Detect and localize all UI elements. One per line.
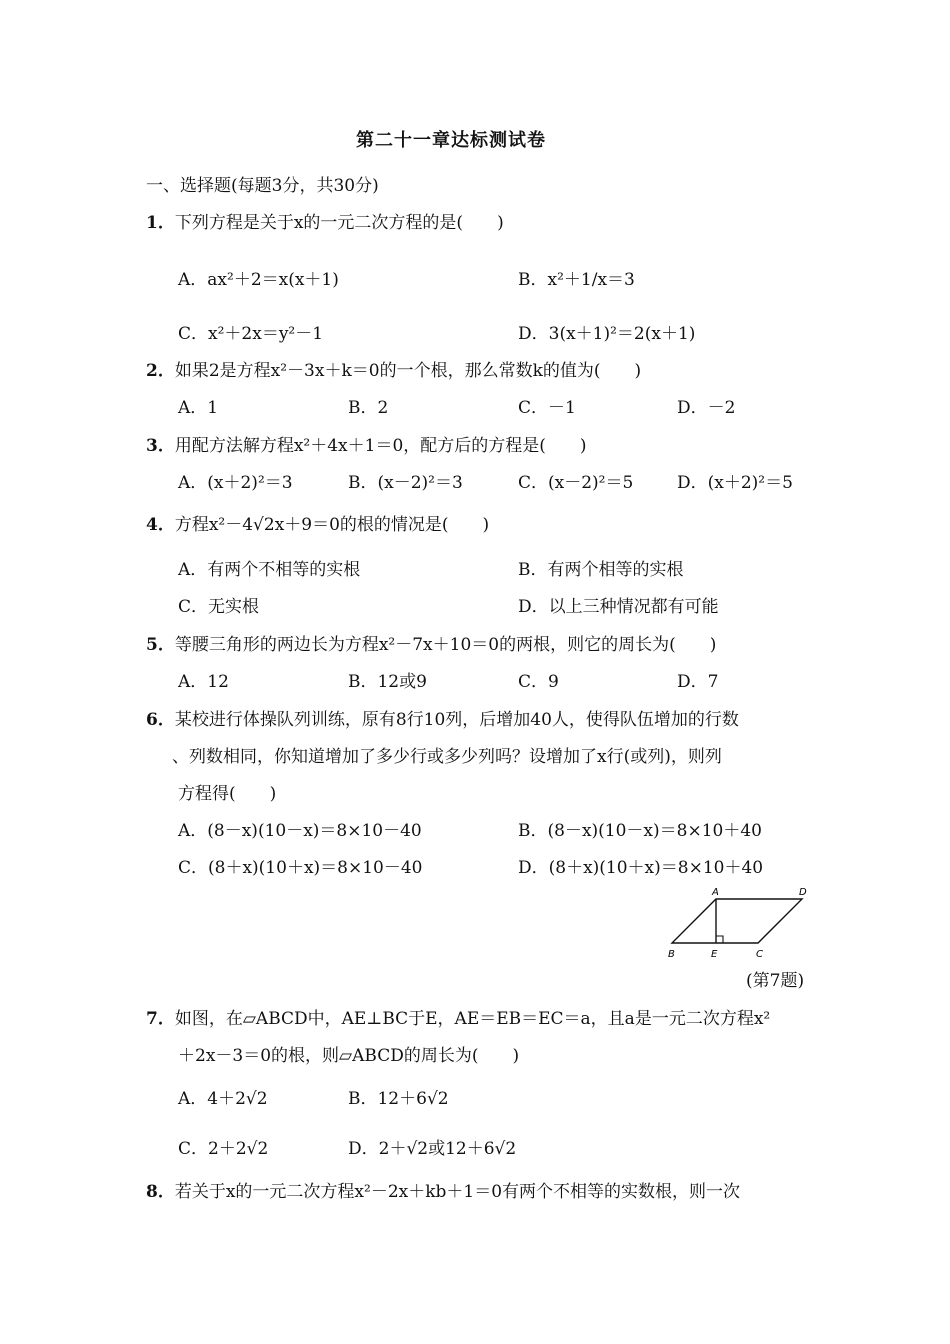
option-c: C．9 — [518, 672, 559, 692]
question-7 — [146, 1009, 770, 1029]
right-angle-mark — [716, 936, 723, 943]
option-b: B．2 — [348, 398, 389, 418]
question-6 — [146, 710, 739, 730]
question-stem: 下列方程是关于x的一元二次方程的是( ) — [174, 213, 504, 233]
question-number: 1． — [146, 213, 175, 233]
question-3 — [146, 436, 587, 456]
question-stem: 用配方法解方程x²＋4x＋1＝0，配方后的方程是( ) — [174, 436, 587, 456]
label-d: D — [799, 887, 807, 898]
option-d: D．7 — [677, 672, 719, 692]
page-title: 第二十一章达标测试卷 — [356, 130, 546, 151]
option-c: C．2＋2√2 — [178, 1139, 269, 1159]
question-stem: 若关于x的一元二次方程x²－2x＋kb＋1＝0有两个不相等的实数根，则一次 — [174, 1182, 741, 1202]
question-number: 8． — [146, 1182, 175, 1202]
question-5 — [146, 635, 716, 655]
option-a: A．1 — [178, 398, 219, 418]
option-a: A．(8－x)(10－x)＝8×10－40 — [178, 821, 422, 841]
question-number: 4． — [146, 515, 175, 535]
option-c: C．(x－2)²＝5 — [518, 473, 634, 493]
question-stem: 等腰三角形的两边长为方程x²－7x＋10＝0的两根，则它的周长为( ) — [174, 635, 717, 655]
question-8 — [146, 1182, 740, 1202]
option-d: D．3(x＋1)²＝2(x＋1) — [518, 324, 696, 344]
label-a: A — [712, 887, 719, 898]
option-c: C．x²＋2x＝y²－1 — [178, 324, 324, 344]
question-stem: 如果2是方程x²－3x＋k＝0的一个根，那么常数k的值为( ) — [174, 361, 642, 381]
label-c: C — [756, 949, 763, 960]
figure-caption: (第7题) — [746, 971, 805, 991]
question-2 — [146, 361, 641, 381]
label-e: E — [711, 949, 718, 960]
option-c: C．无实根 — [178, 597, 260, 617]
question-stem-line: 方程得( ) — [178, 784, 277, 804]
option-b: B．12＋6√2 — [348, 1089, 449, 1109]
option-c: C．(8＋x)(10＋x)＝8×10－40 — [178, 858, 423, 878]
option-a: A．有两个不相等的实根 — [178, 560, 361, 580]
question-stem-line: 某校进行体操队列训练，原有8行10列，后增加40人，使得队伍增加的行数 — [174, 710, 739, 730]
question-1 — [146, 213, 504, 233]
question-number: 5． — [146, 635, 175, 655]
question-stem-line: 如图，在▱ABCD中，AE⊥BC于E，AE＝EB＝EC＝a，且a是一元二次方程x² — [174, 1009, 771, 1029]
option-a: A．4＋2√2 — [178, 1089, 268, 1109]
parallelogram-outline — [672, 899, 802, 943]
option-d: D．(x＋2)²＝5 — [677, 473, 793, 493]
parallelogram-figure — [660, 884, 810, 964]
question-4 — [146, 515, 489, 535]
label-b: B — [668, 949, 675, 960]
option-a: A．12 — [178, 672, 229, 692]
question-stem: 方程x²－4√2x＋9＝0的根的情况是( ) — [174, 515, 490, 535]
option-b: B．(8－x)(10－x)＝8×10＋40 — [518, 821, 762, 841]
question-number: 3． — [146, 436, 175, 456]
question-number: 6． — [146, 710, 175, 730]
option-d: D．2＋√2或12＋6√2 — [348, 1139, 517, 1159]
option-d: D．－2 — [677, 398, 736, 418]
question-stem-line: 、列数相同，你知道增加了多少行或多少列吗？设增加了x行(或列)，则列 — [172, 747, 722, 767]
option-a: A．(x＋2)²＝3 — [178, 473, 293, 493]
question-stem-line: ＋2x－3＝0的根，则▱ABCD的周长为( ) — [178, 1046, 520, 1066]
option-b: B．(x－2)²＝3 — [348, 473, 463, 493]
option-d: D．(8＋x)(10＋x)＝8×10＋40 — [518, 858, 764, 878]
option-b: B．12或9 — [348, 672, 427, 692]
section-heading: 一、选择题(每题3分，共30分) — [146, 176, 379, 196]
option-b: B．有两个相等的实根 — [518, 560, 684, 580]
option-b: B．x²＋1/x＝3 — [518, 270, 635, 290]
question-number: 2． — [146, 361, 175, 381]
option-c: C．－1 — [518, 398, 576, 418]
option-a: A．ax²＋2＝x(x＋1) — [178, 270, 339, 290]
option-d: D．以上三种情况都有可能 — [518, 597, 719, 617]
question-number: 7． — [146, 1009, 175, 1029]
